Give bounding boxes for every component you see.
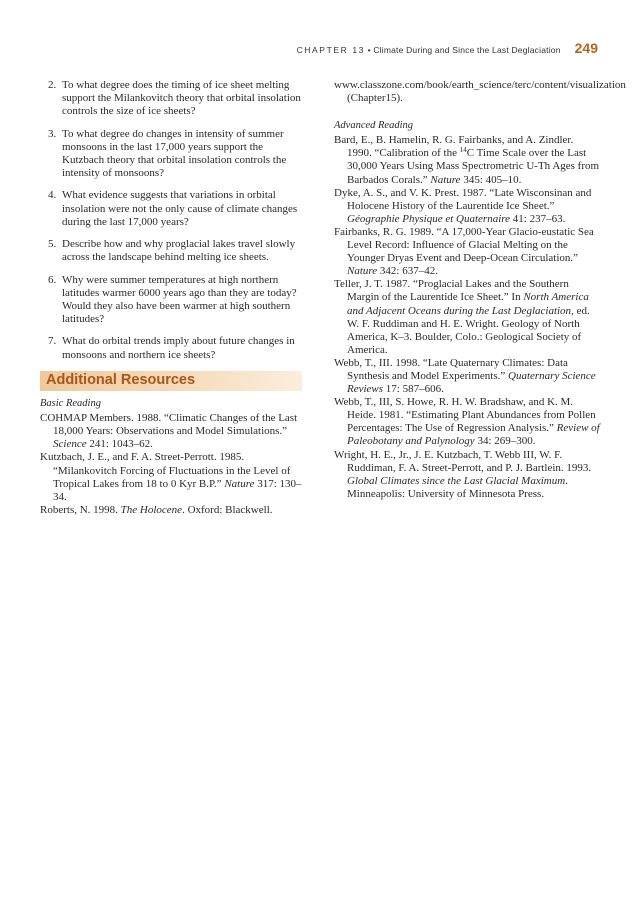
question-text: What evidence suggests that variations in orbital insolation were not the only cause of climate changes during the last 17,000 years? — [62, 189, 298, 228]
question-item — [40, 189, 302, 228]
question-item — [40, 128, 302, 180]
question-item — [40, 79, 302, 118]
question-number: 2. — [48, 79, 57, 91]
question-number: 7. — [48, 335, 57, 348]
reference-entry: Webb, T., III. 1998. “Late Quaternary Climates: Data Synthesis and Model Experiments.” Quaternary Science Reviews 17: 587–606. — [334, 356, 596, 396]
basic-reading-heading: Basic Reading — [40, 398, 101, 410]
right-column — [334, 79, 626, 501]
question-item — [40, 274, 302, 326]
question-text: To what degree do changes in intensity of summer monsoons in the last 17,000 years support the Kutzbach theory that orbital insolation controls the intensity of monsoons? — [62, 127, 287, 179]
question-text: Why were summer temperatures at high northern latitudes warmer 6000 years ago than they are today? Would they also have been warmer at high southern latitudes? — [62, 273, 297, 325]
question-item — [40, 335, 302, 361]
reference-entry: Teller, J. T. 1987. “Proglacial Lakes and the Southern Margin of the Laurentide Ice Sheet.” In North America and Adjacent Oceans during the Last Deglaciation, ed. W. F. Ruddiman and H. E. Wright. Geology of North America, K–3. Boulder, Colo.: Geological Society of America. — [334, 278, 590, 356]
reference-entry: Roberts, N. 1998. The Holocene. Oxford: Blackwell. — [40, 503, 273, 516]
question-number: 5. — [48, 238, 57, 251]
advanced-reading-heading: Advanced Reading — [334, 120, 414, 132]
question-number: 3. — [48, 127, 57, 140]
question-text: What do orbital trends imply about future changes in monsoons and northern ice sheets? — [62, 335, 295, 361]
reference-entry: Dyke, A. S., and V. K. Prest. 1987. “Late Wisconsinan and Holocene History of the Laurentide Ice Sheet.” Géographie Physique et Quaternaire 41: 237–63. — [334, 186, 592, 225]
chapter-title: Climate During and Since the Last Deglaciation — [373, 45, 561, 55]
reference-entry: Fairbanks, R. G. 1989. “A 17,000-Year Glacio-eustatic Sea Level Record: Influence of Glacial Melting on the Younger Dryas Event and Deep-Ocean Circulation.” Nature 342: 637–42. — [334, 225, 594, 278]
reference-entry: Kutzbach, J. E., and F. A. Street-Perrott. 1985. “Milankovitch Forcing of Fluctuations in the Level of Tropical Lakes from 18 to 0 Kyr B.P.” Nature 317: 130–34. — [40, 451, 302, 503]
reference-entry: COHMAP Members. 1988. “Climatic Changes of the Last 18,000 Years: Observations and Model Simulations.” Science 241: 1043–62. — [40, 412, 298, 451]
question-text: To what degree does the timing of ice sheet melting support the Milankovitch theory that orbital insolation controls the size of ice sheets? — [62, 79, 301, 118]
running-head — [297, 45, 561, 55]
reference-entry: Wright, H. E., Jr., J. E. Kutzbach, T. Webb III, W. F. Ruddiman, F. A. Street-Perrott, and P. J. Bartlein. 1993. Global Climates since the Last Glacial Maximum. Minneapolis: University of Minnesota Press. — [334, 448, 592, 500]
section-title: Additional Resources — [46, 372, 196, 389]
review-questions — [40, 79, 302, 362]
web-resource-url: www.classzone.com/book/earth_science/terc/content/visualization (Chapter15). — [334, 79, 626, 105]
header-bullet: • — [367, 45, 371, 55]
reference-entry: Webb, T., III, S. Howe, R. H. W. Bradshaw, and K. M. Heide. 1981. “Estimating Plant Abundances from Pollen Percentages: The Use of Regression Analysis.” Review of Paleobotany and Palynology 34: 269–300. — [334, 396, 600, 448]
reference-entry: Bard, E., B. Hamelin, R. G. Fairbanks, and A. Zindler. 1990. “Calibration of the $^{14}$C Time Scale over the Last 30,000 Years Using Mass Spectrometric U-Th Ages from Barbados Corals.” Nature 345: 405–10. — [334, 134, 600, 186]
question-item — [40, 238, 302, 264]
running-header — [297, 40, 598, 56]
question-text: Describe how and why proglacial lakes travel slowly across the landscape behind melting ice sheets. — [62, 238, 296, 264]
question-number: 6. — [48, 273, 57, 286]
page-number: 249 — [574, 40, 598, 56]
question-number: 4. — [48, 189, 57, 202]
section-banner — [40, 371, 302, 391]
left-column — [40, 79, 302, 517]
chapter-label: CHAPTER 13 — [296, 45, 365, 55]
